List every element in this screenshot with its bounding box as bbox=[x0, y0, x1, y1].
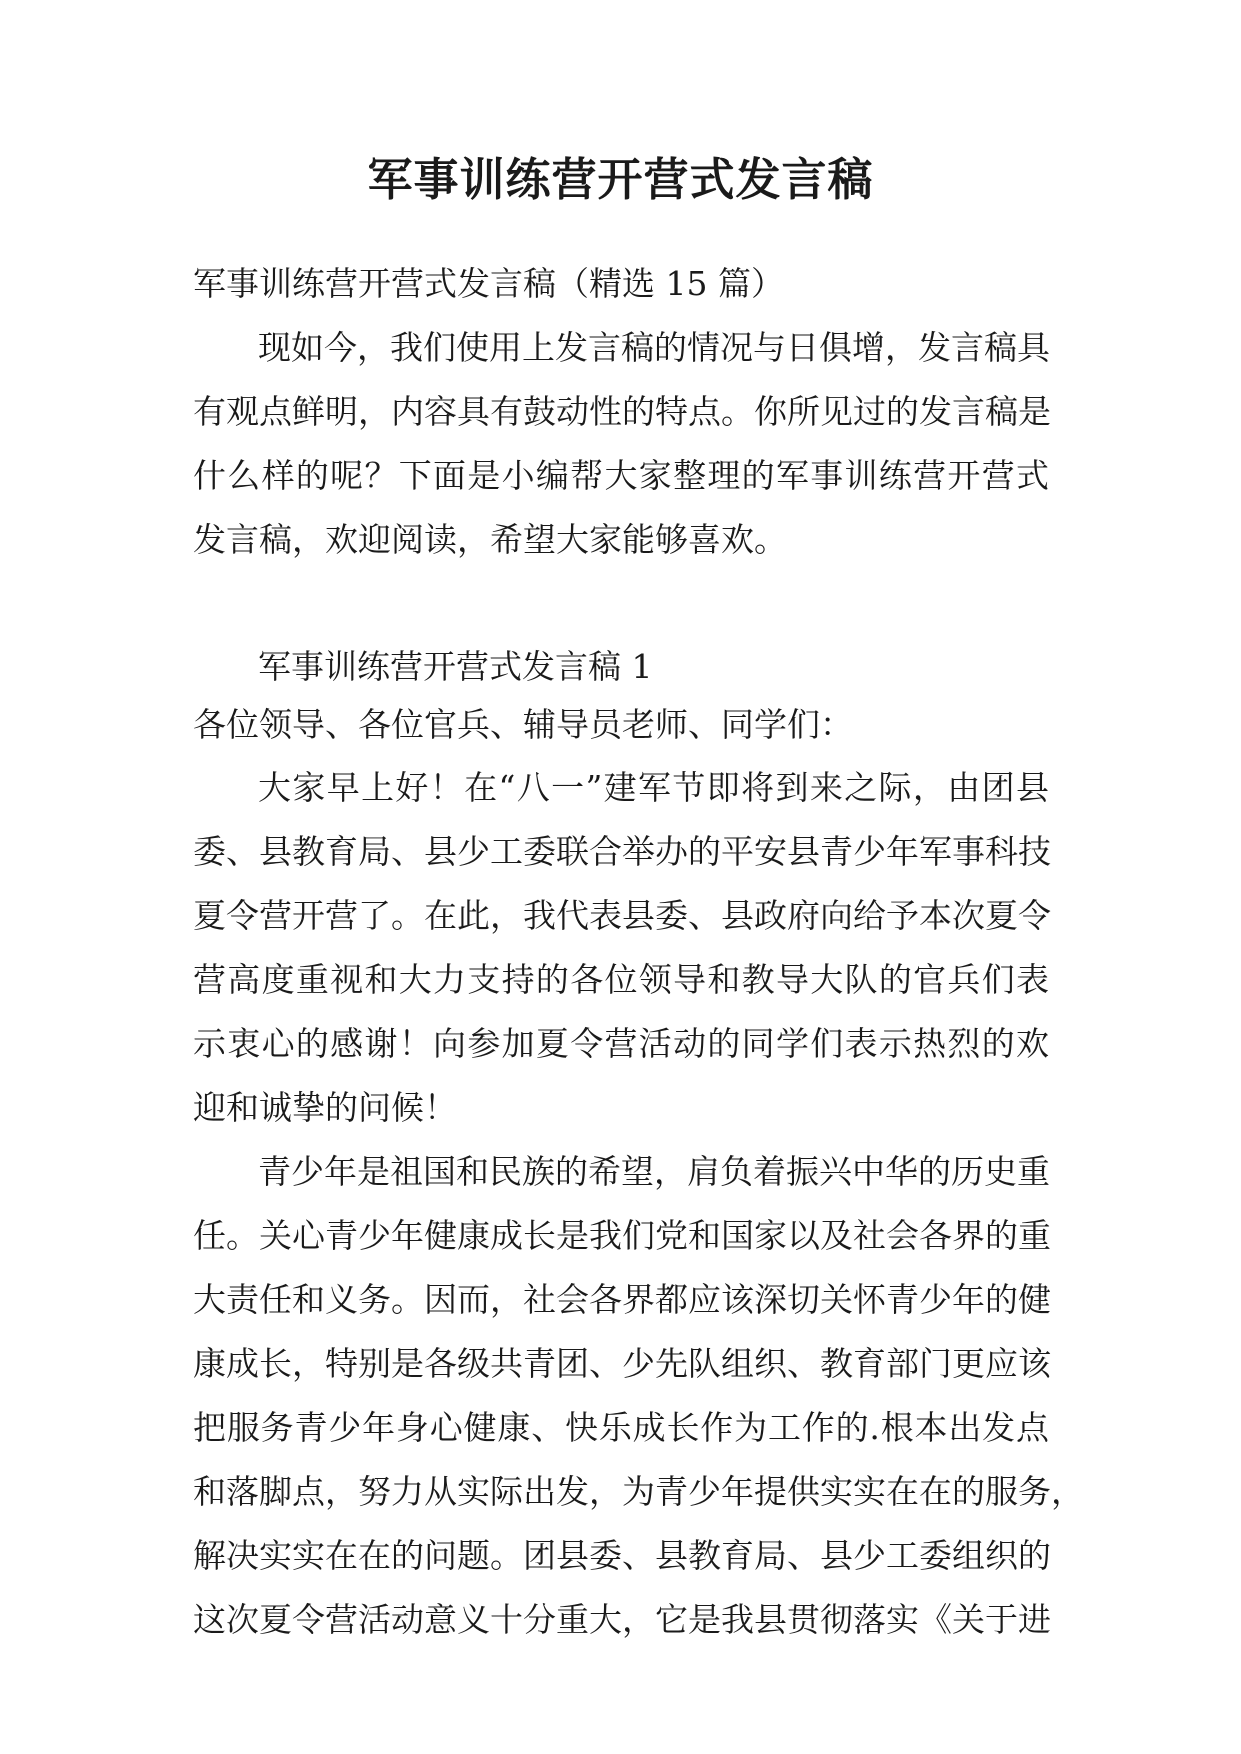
salutation: 各位领导、各位官兵、辅导员老师、同学们： bbox=[193, 705, 853, 744]
paragraph-line: 任。关心青少年健康成长是我们党和国家以及社会各界的重 bbox=[193, 1216, 1051, 1255]
document-subtitle: 军事训练营开营式发言稿（精选 15 篇） bbox=[193, 264, 784, 303]
paragraph-line: 示衷心的感谢！向参加夏令营活动的同学们表示热烈的欢 bbox=[193, 1024, 1049, 1063]
section-heading: 军事训练营开营式发言稿 1 bbox=[258, 647, 653, 686]
paragraph-line: 把服务青少年身心健康、快乐成长作为工作的.根本出发点 bbox=[193, 1408, 1049, 1447]
intro-line: 发言稿，欢迎阅读，希望大家能够喜欢。 bbox=[193, 520, 787, 559]
paragraph-line: 青少年是祖国和民族的希望，肩负着振兴中华的历史重 bbox=[258, 1152, 1050, 1191]
paragraph-line: 委、县教育局、县少工委联合举办的平安县青少年军事科技 bbox=[193, 832, 1051, 871]
intro-line: 有观点鲜明，内容具有鼓动性的特点。你所见过的发言稿是 bbox=[193, 392, 1051, 431]
paragraph-line: 夏令营开营了。在此，我代表县委、县政府向给予本次夏令 bbox=[193, 896, 1051, 935]
paragraph-line: 和落脚点，努力从实际出发，为青少年提供实实在在的服务， bbox=[193, 1472, 1084, 1511]
paragraph-line: 迎和诚挚的问候！ bbox=[193, 1088, 457, 1127]
intro-line: 什么样的呢？下面是小编帮大家整理的军事训练营开营式 bbox=[193, 456, 1049, 495]
paragraph-line: 解决实实在在的问题。团县委、县教育局、县少工委组织的 bbox=[193, 1536, 1051, 1575]
intro-line: 现如今，我们使用上发言稿的情况与日俱增，发言稿具 bbox=[258, 328, 1050, 367]
paragraph-line: 大家早上好！在“八一”建军节即将到来之际，由团县 bbox=[258, 768, 1049, 807]
document-title: 军事训练营开营式发言稿 bbox=[367, 153, 874, 206]
paragraph-line: 营高度重视和大力支持的各位领导和教导大队的官兵们表 bbox=[193, 960, 1049, 999]
paragraph-line: 康成长，特别是各级共青团、少先队组织、教育部门更应该 bbox=[193, 1344, 1051, 1383]
paragraph-line: 大责任和义务。因而，社会各界都应该深切关怀青少年的健 bbox=[193, 1280, 1051, 1319]
paragraph-line: 这次夏令营活动意义十分重大，它是我县贯彻落实《关于进 bbox=[193, 1600, 1051, 1639]
